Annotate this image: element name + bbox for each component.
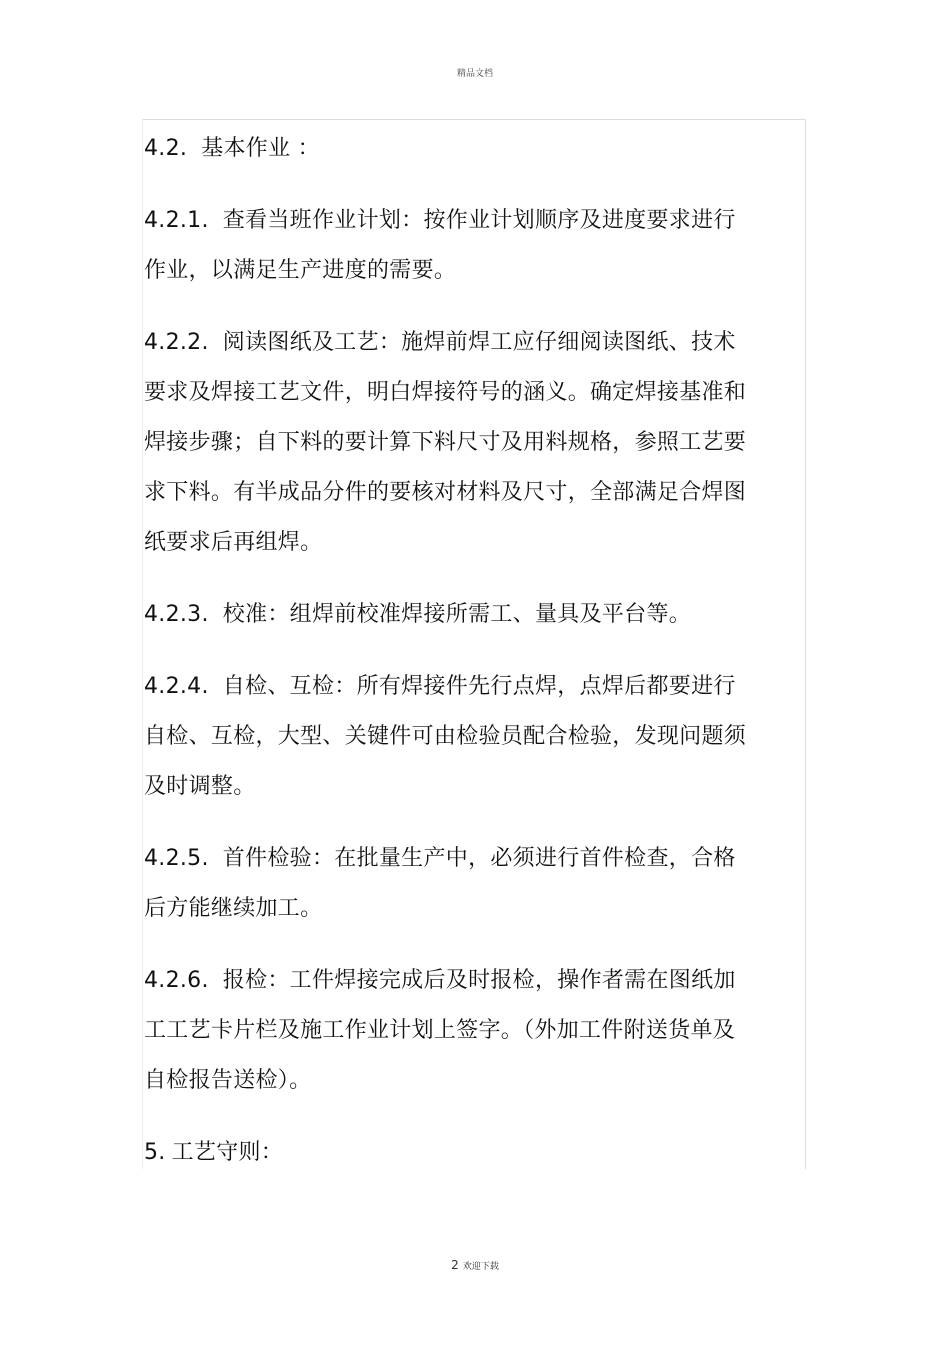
section-4-2-5 bbox=[144, 834, 754, 934]
footer-note: 欢迎下载 bbox=[462, 1262, 499, 1272]
section-number: 4.2.1. bbox=[144, 208, 209, 233]
section-number: 4.2.6. bbox=[144, 968, 209, 993]
section-4-2-4 bbox=[144, 662, 754, 812]
section-4-2-2 bbox=[144, 318, 754, 568]
section-4-2-3 bbox=[144, 590, 754, 640]
section-text: 查看当班作业计划：按作业计划顺序及进度要求进行作业，以满足生产进度的需要。 bbox=[144, 208, 736, 283]
section-4-2-1 bbox=[144, 196, 754, 296]
section-text: 阅读图纸及工艺：施焊前焊工应仔细阅读图纸、技术要求及焊接工艺文件，明白焊接符号的涵义。确定焊接基准和焊接步骤；自下料的要计算下料尺寸及用料规格，参照工艺要求下料。有半成品分件的要核对材料及尺寸，全部满足合焊图纸要求后再组焊。 bbox=[144, 330, 747, 555]
section-4-2-6 bbox=[144, 956, 754, 1106]
section-text: 报检：工件焊接完成后及时报检，操作者需在图纸加工工艺卡片栏及施工作业计划上签字。（外加工件附送货单及自检报告送检）。 bbox=[144, 968, 736, 1093]
section-text: 工艺守则： bbox=[171, 1140, 284, 1165]
page-footer bbox=[0, 1258, 950, 1272]
section-number: 4.2.4. bbox=[144, 674, 209, 699]
section-number: 5. bbox=[144, 1140, 166, 1165]
section-4-2 bbox=[144, 124, 754, 174]
document-body bbox=[144, 124, 754, 1200]
section-text: 校准：组焊前校准焊接所需工、量具及平台等。 bbox=[222, 602, 692, 627]
page-number: 2 bbox=[451, 1258, 459, 1272]
section-text: 基本作业 ： bbox=[201, 136, 320, 161]
section-text: 首件检验：在批量生产中，必须进行首件检查，合格后方能继续加工。 bbox=[144, 846, 736, 921]
section-5 bbox=[144, 1128, 754, 1178]
section-number: 4.2.3. bbox=[144, 602, 209, 627]
section-number: 4.2.5. bbox=[144, 846, 209, 871]
section-number: 4.2.2. bbox=[144, 330, 209, 355]
section-number: 4.2. bbox=[144, 136, 188, 161]
header-note: 精品文档 bbox=[456, 69, 493, 79]
section-text: 自检、互检：所有焊接件先行点焊，点焊后都要进行自检、互检，大型、关键件可由检验员配合检验，发现问题须及时调整。 bbox=[144, 674, 747, 799]
